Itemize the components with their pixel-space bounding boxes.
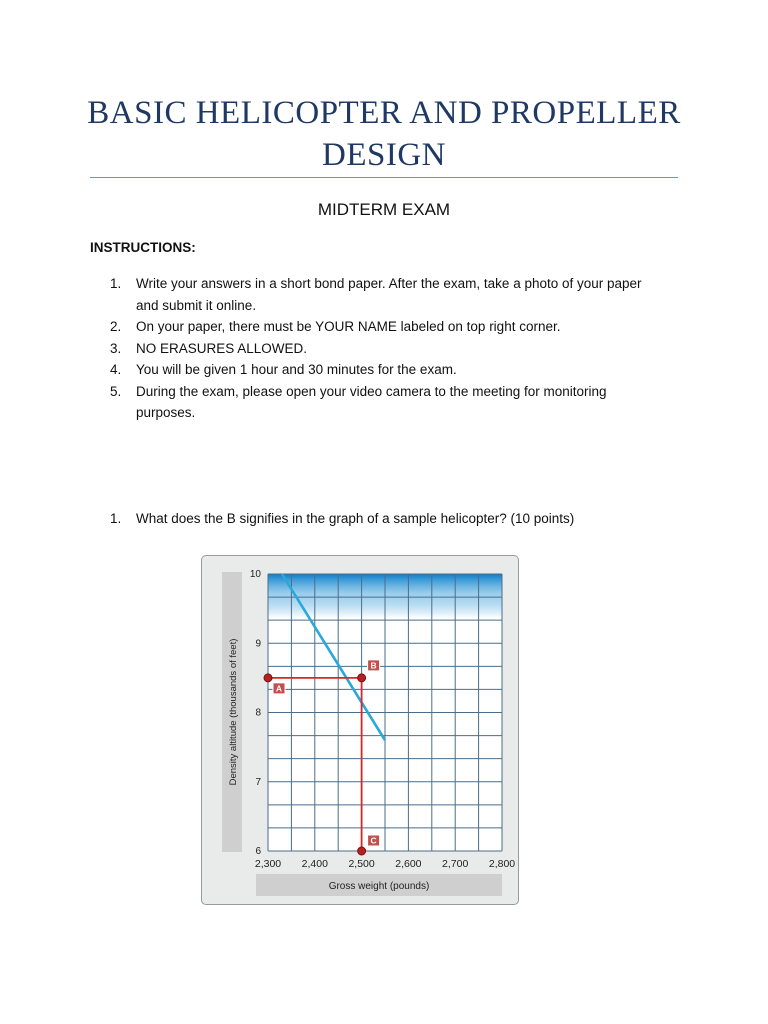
y-tick-label: 8 — [255, 707, 261, 719]
document-title — [0, 92, 768, 176]
question-number: 1. — [110, 511, 122, 526]
helicopter-performance-chart — [201, 555, 519, 905]
instruction-line: You will be given 1 hour and 30 minutes for the exam. — [136, 362, 457, 377]
x-tick-label: 2,700 — [442, 858, 469, 870]
instruction-number: 2. — [110, 319, 122, 334]
point-marker — [358, 847, 366, 855]
instruction-line: and submit it online. — [136, 297, 257, 313]
question-1 — [90, 508, 690, 530]
instruction-number: 3. — [110, 340, 122, 356]
instructions-heading: INSTRUCTIONS: — [90, 240, 196, 255]
exam-subtitle: MIDTERM EXAM — [317, 200, 451, 219]
y-tick-label: 9 — [255, 638, 261, 650]
question-text: What does the B signifies in the graph of a sample helicopter? (10 points) — [136, 511, 575, 526]
x-tick-label: 2,500 — [348, 858, 375, 870]
instruction-item — [90, 359, 680, 381]
y-tick-label: 6 — [255, 846, 261, 857]
instruction-item — [90, 316, 680, 338]
x-tick-label: 2,600 — [395, 858, 422, 870]
y-axis-label: Density altitude (thousands of feet) — [228, 638, 239, 786]
instruction-number: 1. — [110, 276, 122, 291]
instruction-item — [90, 273, 680, 316]
instruction-line: NO ERASURES ALLOWED. — [136, 340, 308, 356]
title-line-1: BASIC HELICOPTER AND PROPELLER — [87, 95, 681, 131]
title-line-2: DESIGN — [322, 137, 446, 173]
point-marker — [358, 674, 366, 682]
instruction-line: purposes. — [136, 405, 196, 420]
instruction-item — [90, 381, 680, 424]
instruction-line: Write your answers in a short bond paper. After the exam, take a photo of your paper — [136, 276, 642, 291]
instruction-item — [90, 338, 680, 360]
chart-svg — [202, 556, 520, 906]
instruction-number: 5. — [110, 383, 122, 399]
x-axis-label: Gross weight (pounds) — [328, 881, 430, 892]
instruction-line: On your paper, there must be YOUR NAME labeled on top right corner. — [136, 319, 561, 334]
point-marker — [264, 674, 272, 682]
point-label: B — [370, 660, 377, 671]
y-tick-label: 10 — [249, 569, 261, 580]
point-label: C — [370, 835, 377, 846]
x-tick-label: 2,800 — [488, 858, 516, 870]
instructions-list — [90, 273, 680, 424]
instruction-line: During the exam, please open your video camera to the meeting for monitoring — [136, 383, 607, 399]
point-label: A — [275, 683, 283, 694]
title-divider — [90, 177, 678, 178]
x-tick-label: 2,400 — [301, 858, 328, 870]
instruction-number: 4. — [110, 362, 122, 377]
x-tick-label: 2,300 — [254, 858, 282, 870]
y-tick-label: 7 — [255, 776, 261, 788]
